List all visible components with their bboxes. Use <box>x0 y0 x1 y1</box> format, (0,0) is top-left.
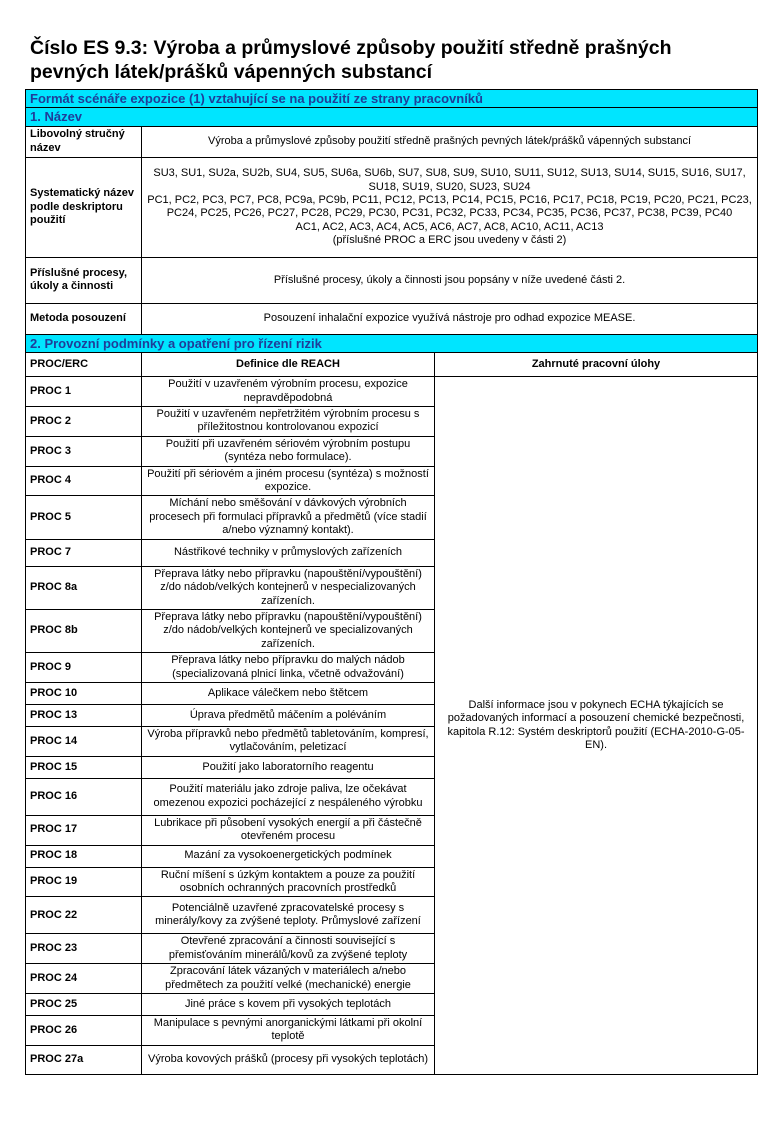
proc-definition: Použití materiálu jako zdroje paliva, lze očekávat omezenou expozici pocházející z nespáleného výrobku <box>142 778 435 815</box>
proc-definition: Míchání nebo směšování v dávkových výrobních procesech při formulaci přípravků a předmětů (více stadií a/nebo významný kontakt). <box>142 496 435 539</box>
document-title: Číslo ES 9.3: Výroba a průmyslové způsoby použití středně prašných pevných látek/prášků vápenných substancí <box>30 37 672 83</box>
s1-label-method: Metoda posouzení <box>26 303 142 334</box>
proc-code: PROC 4 <box>26 466 142 496</box>
s1-row-processes <box>26 257 758 303</box>
col-header-definition: Definice dle REACH <box>142 353 435 377</box>
s1-row-method <box>26 303 758 334</box>
proc-definition: Výroba kovových prášků (procesy při vysokých teplotách) <box>142 1045 435 1074</box>
proc-definition: Lubrikace při působení vysokých energií a při částečně otevřeném procesu <box>142 815 435 845</box>
section1-heading-row <box>26 108 758 126</box>
s1-row-descriptor <box>26 157 758 257</box>
s1-label-descriptor: Systematický název podle deskriptoru použití <box>26 157 142 257</box>
proc-code: PROC 3 <box>26 436 142 466</box>
proc-code: PROC 15 <box>26 756 142 778</box>
proc-definition: Potenciálně uzavřené zpracovatelské procesy s minerály/kovy za zvýšené teploty. Průmyslové zařízení <box>142 897 435 934</box>
s1-value-processes: Příslušné procesy, úkoly a činnosti jsou popsány v níže uvedené části 2. <box>142 257 758 303</box>
section2-heading-row <box>26 334 758 352</box>
proc-code: PROC 5 <box>26 496 142 539</box>
col-header-tasks: Zahrnuté pracovní úlohy <box>435 353 758 377</box>
proc-code: PROC 22 <box>26 897 142 934</box>
table-body <box>26 90 758 1075</box>
s1-value-descriptor: SU3, SU1, SU2a, SU2b, SU4, SU5, SU6a, SU6b, SU7, SU8, SU9, SU10, SU11, SU12, SU13, SU14, SU15, SU16, SU17, SU18, SU19, SU20, SU23, SU24 PC1, PC2, PC3, PC7, PC8, PC9a, PC9b, PC11, PC12, PC13, PC14, PC15, PC16, PC17, PC18, PC19, PC20, PC21, PC23, PC24, PC25, PC26, PC27, PC28, PC29, PC30, PC31, PC32, PC33, PC34, PC35, PC36, PC37, PC38, PC39, PC40 AC1, AC2, AC3, AC4, AC5, AC6, AC7, AC8, AC10, AC11, AC13 (příslušné PROC a ERC jsou uvedeny v části 2) <box>142 157 758 257</box>
proc-code: PROC 10 <box>26 682 142 704</box>
s1-value-short-name: Výroba a průmyslové způsoby použití středně prašných pevných látek/prášků vápenných substancí <box>142 126 758 157</box>
proc-code: PROC 13 <box>26 704 142 726</box>
proc-code: PROC 24 <box>26 964 142 994</box>
format-header-row <box>26 90 758 108</box>
proc-code: PROC 9 <box>26 653 142 683</box>
proc-definition: Výroba přípravků nebo předmětů tabletováním, kompresí, vytlačováním, peletizací <box>142 726 435 756</box>
proc-code: PROC 14 <box>26 726 142 756</box>
proc-definition: Přeprava látky nebo přípravku do malých nádob (specializovaná plnicí linka, včetně odvažování) <box>142 653 435 683</box>
s2-column-header-row <box>26 353 758 377</box>
proc-code: PROC 7 <box>26 539 142 566</box>
format-header: Formát scénáře expozice (1) vztahující se na použití ze strany pracovníků <box>26 90 758 108</box>
proc-definition: Jiné práce s kovem při vysokých teplotách <box>142 994 435 1016</box>
s1-label-processes: Příslušné procesy, úkoly a činnosti <box>26 257 142 303</box>
proc-code: PROC 23 <box>26 934 142 964</box>
proc-code: PROC 16 <box>26 778 142 815</box>
proc-code: PROC 2 <box>26 407 142 437</box>
proc-definition: Úprava předmětů máčením a poléváním <box>142 704 435 726</box>
proc-code: PROC 27a <box>26 1045 142 1074</box>
proc-definition: Otevřené zpracování a činnosti související s přemisťováním minerálů/kovů za zvýšené teploty <box>142 934 435 964</box>
exposure-scenario-table <box>25 89 758 1075</box>
proc-definition: Manipulace s pevnými anorganickými látkami při okolní teplotě <box>142 1016 435 1046</box>
s1-value-method: Posouzení inhalační expozice využívá nástroje pro odhad expozice MEASE. <box>142 303 758 334</box>
proc-definition: Použití při sériovém a jiném procesu (syntéza) s možností expozice. <box>142 466 435 496</box>
proc-row <box>26 377 758 407</box>
proc-definition: Zpracování látek vázaných v materiálech a/nebo předmětech za použití velké (mechanické) energie <box>142 964 435 994</box>
proc-code: PROC 1 <box>26 377 142 407</box>
section2-heading: 2. Provozní podmínky a opatření pro řízení rizik <box>26 334 758 352</box>
tasks-note: Další informace jsou v pokynech ECHA týkajících se požadovaných informací a posouzení chemické bezpečnosti, kapitola R.12: Systém deskriptorů použití (ECHA-2010-G-05-EN). <box>435 377 758 1075</box>
proc-definition: Mazání za vysokoenergetických podmínek <box>142 845 435 867</box>
proc-definition: Nástřikové techniky v průmyslových zařízeních <box>142 539 435 566</box>
proc-definition: Použití v uzavřeném výrobním procesu, expozice nepravděpodobná <box>142 377 435 407</box>
proc-code: PROC 19 <box>26 867 142 897</box>
proc-code: PROC 8b <box>26 609 142 652</box>
proc-code: PROC 8a <box>26 566 142 609</box>
proc-definition: Použití jako laboratorního reagentu <box>142 756 435 778</box>
proc-definition: Použití v uzavřeném nepřetržitém výrobním procesu s příležitostnou kontrolovanou expozicí <box>142 407 435 437</box>
section1-heading: 1. Název <box>26 108 758 126</box>
s1-label-short-name: Libovolný stručný název <box>26 126 142 157</box>
s1-row-short-name <box>26 126 758 157</box>
proc-definition: Přeprava látky nebo přípravku (napouštění/vypouštění) z/do nádob/velkých kontejnerů ve specializovaných zařízeních. <box>142 609 435 652</box>
proc-definition: Přeprava látky nebo přípravku (napouštění/vypouštění) z/do nádob/velkých kontejnerů v nespecializovaných zařízeních. <box>142 566 435 609</box>
col-header-proc: PROC/ERC <box>26 353 142 377</box>
proc-definition: Ruční míšení s úzkým kontaktem a pouze za použití osobních ochranných pracovních prostředků <box>142 867 435 897</box>
proc-definition: Použití při uzavřeném sériovém výrobním postupu (syntéza nebo formulace). <box>142 436 435 466</box>
proc-code: PROC 26 <box>26 1016 142 1046</box>
proc-code: PROC 25 <box>26 994 142 1016</box>
proc-definition: Aplikace válečkem nebo štětcem <box>142 682 435 704</box>
proc-code: PROC 18 <box>26 845 142 867</box>
proc-code: PROC 17 <box>26 815 142 845</box>
